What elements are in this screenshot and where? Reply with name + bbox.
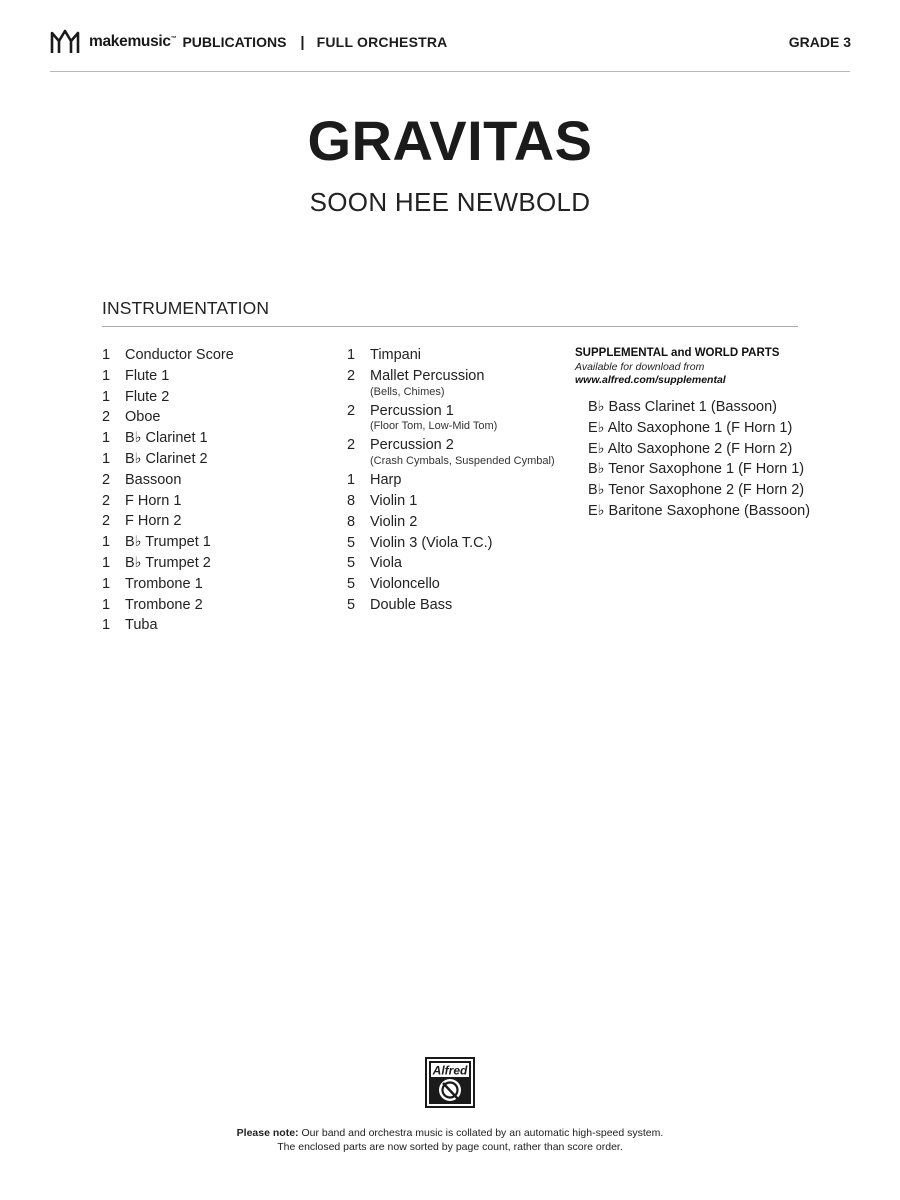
instrument-item	[102, 449, 234, 470]
note-line-2: The enclosed parts are now sorted by page count, rather than score order.	[277, 1141, 623, 1153]
supplemental-list	[588, 397, 810, 522]
instrument-item	[347, 595, 555, 616]
instrument-qty: 2	[102, 513, 111, 530]
supplemental-url-link[interactable]: www.alfred.com/supplemental	[575, 374, 726, 386]
instrument-name: Percussion 1	[370, 402, 454, 419]
instrument-qty: 5	[347, 555, 356, 572]
instrument-qty: 1	[102, 347, 111, 363]
instrument-item	[347, 574, 555, 595]
instrument-item	[102, 345, 234, 366]
grade-label: GRADE 3	[788, 34, 851, 50]
instrumentation-divider	[102, 326, 798, 327]
alfred-logo-text: Alfred	[432, 1063, 468, 1078]
instrument-item	[347, 470, 555, 491]
instrument-name: Trombone 1	[125, 575, 203, 592]
instrument-name: F Horn 2	[125, 513, 182, 530]
page-title: GRAVITAS	[307, 109, 593, 172]
instrument-qty: 2	[102, 492, 111, 509]
instrument-name: Flute 1	[125, 367, 170, 384]
instrument-item	[102, 615, 234, 636]
instrument-name: Flute 2	[125, 388, 170, 405]
series-label: FULL ORCHESTRA	[316, 34, 448, 50]
instrument-item	[347, 533, 555, 554]
brand-name: makemusic™	[89, 33, 177, 50]
instrument-qty: 1	[102, 430, 111, 447]
collation-note	[0, 1126, 900, 1154]
instrument-item	[347, 553, 555, 574]
instrument-name: Oboe	[125, 409, 161, 426]
instrument-name: Timpani	[370, 347, 422, 363]
supplemental-item: E♭ Baritone Saxophone (Bassoon)	[588, 502, 811, 519]
instrument-item	[347, 401, 555, 436]
instrument-item	[102, 387, 234, 408]
instrument-item	[102, 470, 234, 491]
instrument-item	[102, 407, 234, 428]
instrument-qty: 2	[102, 471, 111, 488]
instrument-name: B♭ Trumpet 2	[125, 554, 211, 571]
instrument-item	[347, 491, 555, 512]
instrument-name: Trombone 2	[125, 596, 203, 613]
instrument-item	[102, 491, 234, 512]
instrument-item	[102, 595, 234, 616]
instrument-name: Percussion 2	[370, 437, 454, 454]
header-divider	[50, 71, 850, 72]
instrument-name: Tuba	[125, 617, 158, 634]
instrument-qty: 1	[102, 596, 111, 613]
instrumentation-heading: INSTRUMENTATION	[102, 298, 270, 318]
instrument-item	[102, 428, 234, 449]
instrument-item	[102, 553, 234, 574]
instrument-qty: 2	[347, 367, 356, 384]
supplemental-item: B♭ Tenor Saxophone 1 (F Horn 1)	[588, 461, 805, 478]
instrument-qty: 1	[347, 347, 356, 363]
instrument-item	[102, 574, 234, 595]
composer-name: SOON HEE NEWBOLD	[309, 187, 591, 217]
instrument-name: Harp	[370, 472, 402, 489]
instrument-qty: 1	[102, 554, 111, 571]
note-text: Our band and orchestra music is collated by an automatic high-speed system.	[301, 1127, 664, 1139]
instrumentation-column-1	[102, 345, 234, 636]
instrument-item	[347, 435, 555, 470]
instrument-name: Violin 2	[370, 513, 418, 530]
instrument-qty: 1	[102, 388, 111, 405]
instrument-detail: (Floor Tom, Low-Mid Tom)	[370, 420, 498, 433]
instrumentation-column-2	[347, 345, 555, 616]
instrument-qty: 5	[347, 596, 356, 613]
instrument-name: Violin 3 (Viola T.C.)	[370, 534, 493, 551]
instrument-item	[102, 532, 234, 553]
instrument-qty: 2	[347, 437, 356, 454]
alfred-logo-icon	[425, 1057, 475, 1108]
supplemental-note: Available for download from	[575, 361, 705, 373]
supplemental-block	[575, 346, 779, 387]
instrument-item	[347, 345, 555, 366]
instrument-detail: (Bells, Chimes)	[370, 385, 445, 398]
supplemental-title: SUPPLEMENTAL and WORLD PARTS	[575, 347, 780, 359]
instrument-name: B♭ Clarinet 1	[125, 430, 208, 447]
instrument-name: Violin 1	[370, 492, 418, 509]
instrument-qty: 1	[102, 617, 111, 634]
instrument-name: Double Bass	[370, 596, 453, 613]
instrument-qty: 5	[347, 576, 356, 593]
instrument-name: B♭ Clarinet 2	[125, 450, 208, 467]
publisher-brand	[50, 26, 448, 58]
supplemental-item: E♭ Alto Saxophone 2 (F Horn 2)	[588, 440, 793, 457]
instrument-qty: 1	[102, 575, 111, 592]
instrument-qty: 1	[102, 534, 111, 551]
supplemental-item: B♭ Bass Clarinet 1 (Bassoon)	[588, 399, 777, 415]
instrument-name: Bassoon	[125, 471, 182, 488]
instrument-qty: 8	[347, 513, 356, 530]
instrument-name: F Horn 1	[125, 492, 182, 509]
instrument-name: Violoncello	[370, 576, 440, 593]
instrument-qty: 1	[102, 450, 111, 467]
instrument-qty: 2	[102, 409, 111, 426]
instrument-item	[102, 366, 234, 387]
header-separator: |	[300, 33, 305, 51]
note-label: Please note:	[236, 1127, 299, 1139]
instrument-qty: 1	[347, 472, 356, 489]
instrument-detail: (Crash Cymbals, Suspended Cymbal)	[370, 455, 555, 468]
instrument-name: B♭ Trumpet 1	[125, 534, 211, 551]
supplemental-item: E♭ Alto Saxophone 1 (F Horn 1)	[588, 419, 793, 436]
brand-publications: PUBLICATIONS	[182, 34, 287, 50]
makemusic-logo-icon	[50, 27, 80, 57]
instrument-qty: 1	[102, 367, 111, 384]
instrument-qty: 8	[347, 492, 356, 509]
instrument-item	[347, 366, 555, 401]
instrument-item	[102, 511, 234, 532]
instrument-qty: 5	[347, 534, 356, 551]
instrument-name: Conductor Score	[125, 347, 234, 363]
instrument-item	[347, 512, 555, 533]
instrument-qty: 2	[347, 402, 356, 419]
instrument-name: Mallet Percussion	[370, 367, 485, 384]
instrument-name: Viola	[370, 555, 402, 572]
supplemental-item: B♭ Tenor Saxophone 2 (F Horn 2)	[588, 482, 805, 499]
